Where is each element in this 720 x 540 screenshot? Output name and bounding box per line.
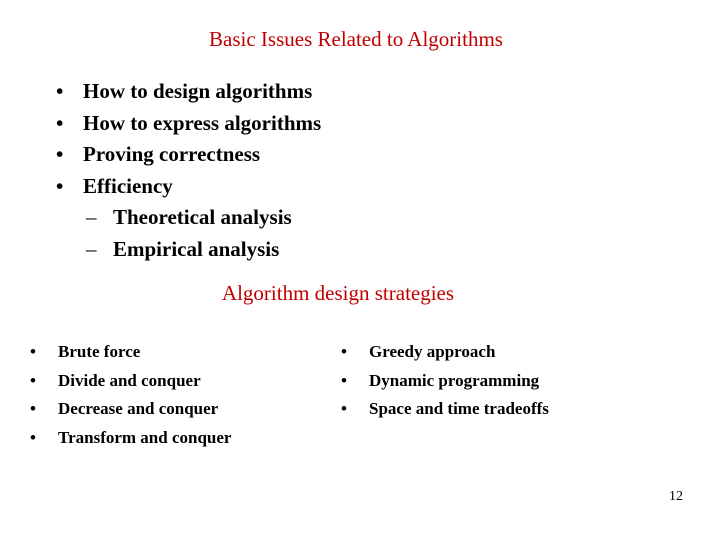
- strategies-left-list: [30, 338, 231, 453]
- strategy-item: • Greedy approach: [341, 338, 549, 367]
- efficiency-subitem: – Empirical analysis: [56, 234, 321, 266]
- strategy-item: • Space and time tradeoffs: [341, 395, 549, 424]
- bullet-icon: •: [341, 342, 347, 361]
- slide-title: Basic Issues Related to Algorithms: [209, 27, 503, 51]
- bullet-icon: •: [30, 370, 36, 390]
- dash-icon: –: [86, 236, 97, 261]
- strategy-item: • Dynamic programming: [341, 367, 549, 396]
- strategy-item: • Divide and conquer: [30, 367, 231, 396]
- page-number: 12: [669, 489, 683, 504]
- strategies-right-list: [341, 338, 549, 424]
- dash-icon: –: [86, 205, 97, 229]
- issues-list: [56, 76, 321, 265]
- bullet-icon: •: [56, 79, 64, 103]
- efficiency-subitem: – Theoretical analysis: [56, 202, 321, 234]
- bullet-icon: •: [30, 399, 36, 419]
- strategy-item: • Brute force: [30, 338, 231, 367]
- issue-item: • Efficiency: [56, 171, 321, 203]
- issue-item: • How to design algorithms: [56, 76, 321, 108]
- issue-item: • Proving correctness: [56, 139, 321, 171]
- bullet-icon: •: [56, 142, 64, 166]
- bullet-icon: •: [30, 428, 36, 448]
- bullet-icon: •: [30, 342, 36, 361]
- bullet-icon: •: [341, 399, 347, 419]
- strategies-heading: Algorithm design strategies: [221, 281, 455, 305]
- issue-item: • How to express algorithms: [56, 108, 321, 140]
- bullet-icon: •: [56, 110, 64, 135]
- bullet-icon: •: [56, 173, 64, 198]
- bullet-icon: •: [341, 370, 347, 390]
- strategy-item: • Transform and conquer: [30, 424, 231, 453]
- strategy-item: • Decrease and conquer: [30, 395, 231, 424]
